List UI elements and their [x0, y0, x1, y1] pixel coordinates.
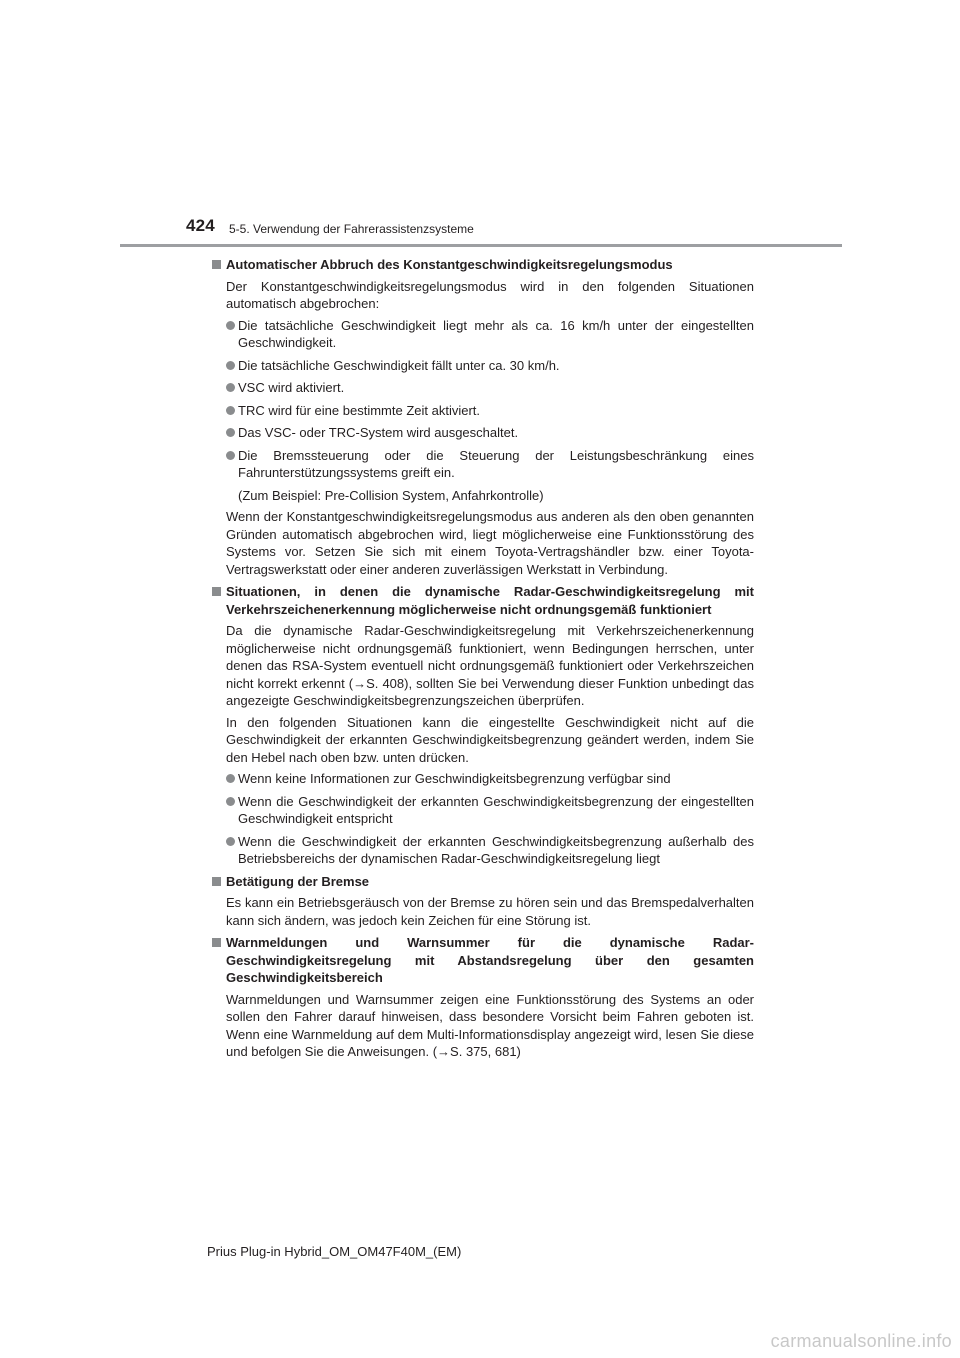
example-note: (Zum Beispiel: Pre-Collision System, Anfahrkontrolle) — [238, 487, 544, 503]
bullet-text: Die Bremssteuerung oder die Steuerung der Leistungsbeschränkung eines Fahrunterstützungssystems greift ein. — [238, 447, 754, 480]
bullet-text: Die tatsächliche Geschwindigkeit fällt unter ca. 30 km/h. — [238, 357, 560, 373]
paragraph: Der Konstantgeschwindigkeitsregelungsmodus wird in den folgenden Situationen automatisch abgebrochen: — [226, 278, 754, 311]
bullet-item — [226, 833, 754, 868]
section-heading — [211, 934, 754, 987]
section-heading — [211, 256, 754, 274]
bullet-item — [226, 402, 754, 420]
circle-bullet-icon — [226, 451, 235, 460]
square-bullet-icon — [212, 260, 221, 269]
bullet-text: Das VSC- oder TRC-System wird ausgeschaltet. — [238, 425, 519, 440]
section — [211, 934, 754, 1061]
section — [211, 873, 754, 930]
header-divider — [120, 244, 842, 247]
circle-bullet-icon — [226, 797, 235, 806]
bullet-text: Wenn keine Informationen zur Geschwindigkeitsbegrenzung verfügbar sind — [238, 771, 671, 786]
paragraph: Wenn der Konstantgeschwindigkeitsregelungsmodus aus anderen als den oben genannten Gründen automatisch abgebrochen wird, liegt möglicherweise eine Funktionsstörung des Systems vor. Setzen Sie sich mit einem Toyota-Vertragshändler bzw. einer Toyota-Vertragswerkstatt oder einer anderen zuverlässigen Werkstatt in Verbindung. — [226, 509, 754, 577]
bullet-item — [226, 424, 754, 442]
bullet-item — [226, 770, 754, 788]
section-heading-text: Betätigung der Bremse — [226, 873, 370, 889]
chapter-title: 5-5. Verwendung der Fahrerassistenzsysteme — [229, 222, 474, 236]
watermark: carmanualsonline.info — [770, 1331, 952, 1351]
square-bullet-icon — [212, 938, 221, 947]
section — [211, 256, 754, 578]
section-heading — [211, 583, 754, 618]
bullet-item — [226, 379, 754, 397]
bullet-text: Die tatsächliche Geschwindigkeit liegt mehr als ca. 16 km/h unter der eingestellten Geschwindigkeit. — [238, 317, 754, 350]
section-heading — [211, 873, 754, 891]
footer-document-id: Prius Plug-in Hybrid_OM_OM47F40M_(EM) — [207, 1244, 462, 1259]
section-heading-text: Automatischer Abbruch des Konstantgeschwindigkeitsregelungsmodus — [226, 257, 673, 272]
bullet-item — [226, 317, 754, 352]
page-number: 424 — [186, 216, 215, 235]
bullet-text: VSC wird aktiviert. — [238, 380, 345, 395]
circle-bullet-icon — [226, 406, 235, 415]
bullet-item — [226, 447, 754, 482]
circle-bullet-icon — [226, 837, 235, 846]
bullet-text: Wenn die Geschwindigkeit der erkannten Geschwindigkeitsbegrenzung außerhalb des Betriebsbereichs der dynamischen Radar-Geschwindigkeitsregelung liegt — [238, 833, 754, 866]
circle-bullet-icon — [226, 383, 235, 392]
circle-bullet-icon — [226, 361, 235, 370]
paragraph: In den folgenden Situationen kann die eingestellte Geschwindigkeit nicht auf die Geschwindigkeit der erkannten Geschwindigkeitsbegrenzung geändert werden, indem Sie den Hebel nach oben bzw. unten drücken. — [226, 714, 754, 765]
bullet-item — [226, 357, 754, 375]
circle-bullet-icon — [226, 428, 235, 437]
paragraph: Da die dynamische Radar-Geschwindigkeitsregelung mit Verkehrszeichenerkennung möglicherweise nicht ordnungsgemäß funktioniert, wenn Bedingungen herrschen, unter denen das RSA-System eventuell nicht ordnungsgemäß funktioniert oder Verkehrszeichen nicht korrekt erkennt (→S. 408), sollten Sie bei Verwendung dieser Funktion unbedingt das angezeigte Geschwindigkeitsbegrenzungszeichen überprüfen. — [226, 623, 754, 708]
circle-bullet-icon — [226, 321, 235, 330]
bullet-item — [226, 793, 754, 828]
bullet-text: Wenn die Geschwindigkeit der erkannten Geschwindigkeitsbegrenzung der eingestellten Geschwindigkeit entspricht — [238, 793, 754, 826]
paragraph: Warnmeldungen und Warnsummer zeigen eine Funktionsstörung des Systems an oder sollen den Fahrer darauf hinweisen, dass besondere Vorsicht beim Fahren geboten ist. Wenn eine Warnmeldung auf dem Multi-Informationsdisplay angezeigt wird, lesen Sie diese und befolgen Sie die Anweisungen. (→S. 375, 681) — [226, 991, 754, 1059]
circle-bullet-icon — [226, 774, 235, 783]
paragraph: Es kann ein Betriebsgeräusch von der Bremse zu hören sein und das Bremspedalverhalten kann sich ändern, was jedoch kein Zeichen für eine Störung ist. — [226, 895, 754, 928]
section — [211, 583, 754, 868]
square-bullet-icon — [212, 587, 221, 596]
page-content — [211, 256, 754, 1065]
bullet-text: TRC wird für eine bestimmte Zeit aktiviert. — [238, 402, 481, 418]
square-bullet-icon — [212, 877, 221, 886]
section-heading-text: Warnmeldungen und Warnsummer für die dynamische Radar-Geschwindigkeitsregelung mit Abstandsregelung über den gesamten Geschwindigkeitsbereich — [226, 935, 754, 985]
section-heading-text: Situationen, in denen die dynamische Radar-Geschwindigkeitsregelung mit Verkehrszeichenerkennung möglicherweise nicht ordnungsgemäß funktioniert — [226, 584, 754, 617]
